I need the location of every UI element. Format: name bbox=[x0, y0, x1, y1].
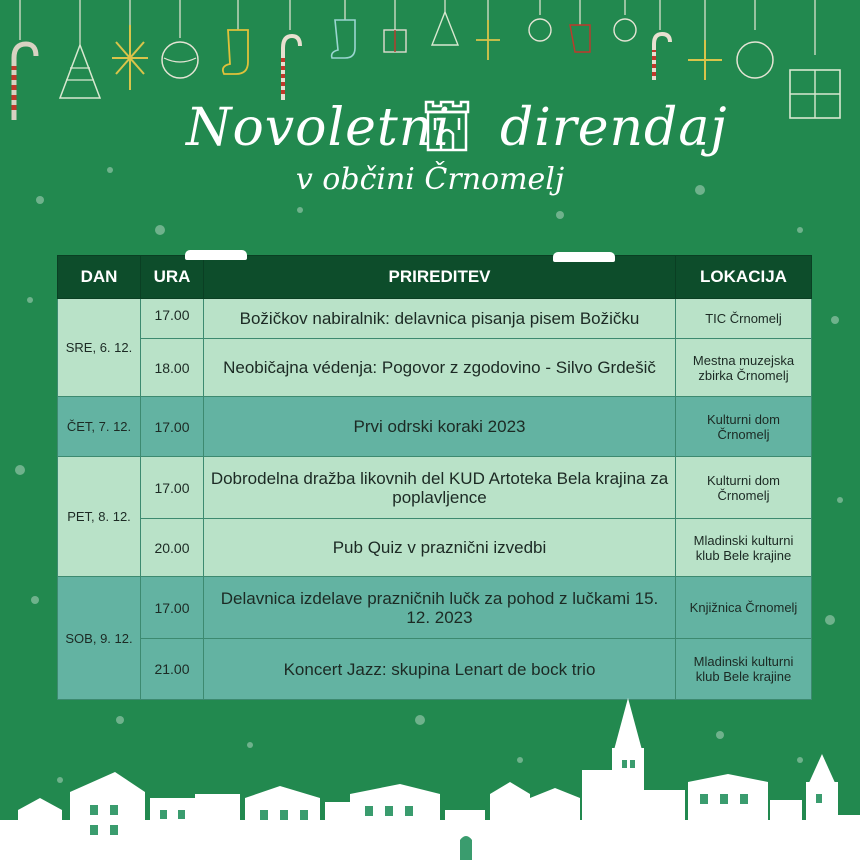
event-location: Mladinski kulturni klub Bele krajine bbox=[676, 519, 812, 577]
event-time: 17.00 bbox=[141, 397, 204, 457]
event-time: 17.00 bbox=[141, 299, 204, 339]
event-location: Mladinski kulturni klub Bele krajine bbox=[676, 639, 812, 700]
header-time: URA bbox=[141, 256, 204, 299]
snow-cap-left bbox=[185, 250, 247, 260]
event-time: 17.00 bbox=[141, 457, 204, 519]
event-location: Knjižnica Črnomelj bbox=[676, 577, 812, 639]
event-location: TIC Črnomelj bbox=[676, 299, 812, 339]
event-time: 20.00 bbox=[141, 519, 204, 577]
town-skyline bbox=[0, 690, 860, 860]
title-block bbox=[0, 90, 860, 210]
event-title: Delavnica izdelave prazničnih lučk za pohod z lučkami 15. 12. 2023 bbox=[204, 577, 676, 639]
day-group-fri bbox=[58, 457, 812, 577]
event-title: Pub Quiz v praznični izvedbi bbox=[204, 519, 676, 577]
event-title: Koncert Jazz: skupina Lenart de bock trio bbox=[204, 639, 676, 700]
day-label: SRE, 6. 12. bbox=[58, 299, 141, 397]
header-day: DAN bbox=[58, 256, 141, 299]
event-title: Prvi odrski koraki 2023 bbox=[204, 397, 676, 457]
event-location: Mestna muzejska zbirka Črnomelj bbox=[676, 339, 812, 397]
event-schedule-table bbox=[57, 255, 812, 700]
tower-icon bbox=[422, 96, 472, 152]
day-group-thu bbox=[58, 397, 812, 457]
snow-cap-right bbox=[553, 252, 615, 262]
day-group-wed bbox=[58, 299, 812, 397]
day-label: PET, 8. 12. bbox=[58, 457, 141, 577]
title-subtitle: v občini Črnomelj bbox=[295, 162, 565, 197]
table-row bbox=[58, 519, 812, 577]
event-location: Kulturni dom Črnomelj bbox=[676, 457, 812, 519]
event-title: Dobrodelna dražba likovnih del KUD Artoteka Bela krajina za poplavljence bbox=[204, 457, 676, 519]
stocking-ornament-icon bbox=[223, 30, 248, 74]
event-title: Neobičajna védenja: Pogovor z zgodovino - Silvo Grdešič bbox=[204, 339, 676, 397]
event-time: 21.00 bbox=[141, 639, 204, 700]
header-location: LOKACIJA bbox=[676, 256, 812, 299]
table-row bbox=[58, 299, 812, 339]
table-header-row bbox=[58, 256, 812, 299]
table-row bbox=[58, 577, 812, 639]
table-row bbox=[58, 457, 812, 519]
table-row bbox=[58, 339, 812, 397]
event-title: Božičkov nabiralnik: delavnica pisanja pisem Božičku bbox=[204, 299, 676, 339]
day-label: SOB, 9. 12. bbox=[58, 577, 141, 700]
event-time: 18.00 bbox=[141, 339, 204, 397]
event-time: 17.00 bbox=[141, 577, 204, 639]
header-event: PRIREDITEV bbox=[204, 256, 676, 299]
title-word-right: direndaj bbox=[500, 98, 728, 158]
sock-ornament-icon bbox=[332, 20, 355, 58]
table-row bbox=[58, 397, 812, 457]
star-ornament-icon bbox=[112, 25, 148, 90]
event-location: Kulturni dom Črnomelj bbox=[676, 397, 812, 457]
day-group-sat bbox=[58, 577, 812, 700]
day-label: ČET, 7. 12. bbox=[58, 397, 141, 457]
title-word-left: Novoletni bbox=[186, 98, 451, 158]
